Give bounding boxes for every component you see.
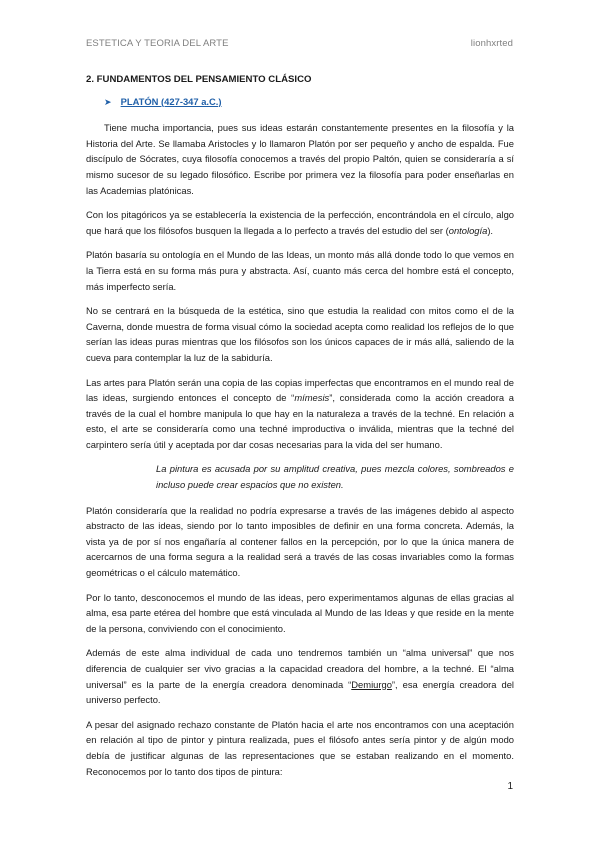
paragraph-2-text-a: Con los pitagóricos ya se establecería la existencia de la perfección, encontrándola en el círculo, algo que hará que los filósofos busquen la llegada a lo perfecto a través del estudio del ser (: [86, 209, 514, 236]
paragraph-1: Tiene mucha importancia, pues sus ideas estarán constantemente presentes en la filosofía y la Historia del Arte. Se llamaba Aristocles y lo llamaron Platón por ser pequeño y ancho de espalda. Fue discípulo de Sócrates, cuya filosofía conocemos a través del propio Paltón, quien se consideraría a sí mismo sucesor de su legado filosófico. Escribe por primera vez la filosofía para poder enseñarlas en las Academias platónicas.: [86, 122, 514, 196]
document-body: [86, 72, 514, 788]
paragraph-2-italic: ontología: [448, 224, 488, 236]
paragraph-7: Por lo tanto, desconocemos el mundo de las ideas, pero experimentamos algunas de ellas gracias al alma, esa parte etérea del hombre que está vinculada al Mundo de las Ideas y que reside en la mente de la persona, conviviendo con el conocimiento.: [86, 591, 514, 634]
header-course-title: ESTETICA Y TEORIA DEL ARTE: [86, 38, 229, 49]
subsection-title: PLATÓN (427-347 a.C.): [120, 95, 222, 107]
paragraph-5-text-b: ”, considerada como la acción creadora a través de la cual el hombre manipula lo que hay en la naturaleza a través de la techné. En relación a esto, el arte se consideraría como una techné improductiva o inválida, mientras que la techné del carpintero sería útil y aceptada por dar cosas necesarias para la vida del ser humano.: [86, 392, 515, 450]
section-title: 2. FUNDAMENTOS DEL PENSAMIENTO CLÁSICO: [86, 74, 312, 85]
arrow-right-icon: ➤: [104, 96, 112, 107]
block-quote: La pintura es acusada por su amplitud creativa, pues mezcla colores, sombreados e incluso puede crear espacios que no existen.: [156, 463, 514, 491]
paragraph-3: Platón basaría su ontología en el Mundo de las Ideas, un monto más allá donde todo lo que vemos en la Tierra está en su forma más pura y abstracta. Así, cuanto más cerca del hombre está el concepto, más imperfecto sería.: [86, 249, 514, 292]
paragraph-9: A pesar del asignado rechazo constante de Platón hacia el arte nos encontramos con una aceptación en relación al tipo de pintor y pintura realizada, pues el filósofo antes sería pintor y de algún modo debía de justificar algunas de las representaciones que se estaban realizando en el momento. Reconocemos por lo tanto dos tipos de pintura:: [86, 718, 514, 777]
subsection-heading: [104, 94, 514, 111]
paragraph-5-italic: mímesis: [294, 392, 330, 404]
page-number: 1: [507, 781, 513, 792]
paragraph-5: [86, 375, 514, 453]
paragraph-4: No se centrará en la búsqueda de la estética, sino que estudia la realidad con mitos como el de la Caverna, donde muestra de forma visual cómo la sociedad acepta como realidad los reflejos de lo que serían las ideas puras mientras que los filósofos son los únicos capaces de ir más allá, saliendo de la cueva para contemplar la luz de la sabiduría.: [86, 305, 514, 363]
paragraph-8: [86, 645, 514, 707]
header-author: lionhxrted: [470, 38, 513, 49]
paragraph-5-text-a: Las artes para Platón serán una copia de las copias imperfectas que encontramos en el mundo real de las ideas, surgiendo entonces el concepto de “: [86, 376, 514, 404]
paragraph-2: [86, 207, 514, 238]
paragraph-6: Platón consideraría que la realidad no podría expresarse a través de las imágenes debido al aspecto abstracto de las ideas, siendo por lo tanto imposibles de definir en una forma concreta. Además, la vista ya de por sí nos engañaría al contener fallos en la percepción, por lo que la única manera de acercarnos de una forma segura a la realidad será a través de las cosas invariables como la formas geométricas o el cálculo matemático.: [86, 504, 514, 579]
page-header: [86, 38, 513, 52]
paragraph-8-text-b: ”, esa energía creadora del universo perfecto.: [86, 678, 514, 706]
paragraph-8-underlined: Demiurgo: [351, 678, 392, 690]
paragraph-8-text-a: Además de este alma individual de cada uno tendremos también un “alma universal” que nos diferencia de cualquier ser vivo gracias a la capacidad creadora del hombre, a la techné. El “alma universal” es la parte de la energía creadora denominada “: [86, 647, 514, 690]
paragraph-2-text-b: ).: [487, 224, 494, 236]
